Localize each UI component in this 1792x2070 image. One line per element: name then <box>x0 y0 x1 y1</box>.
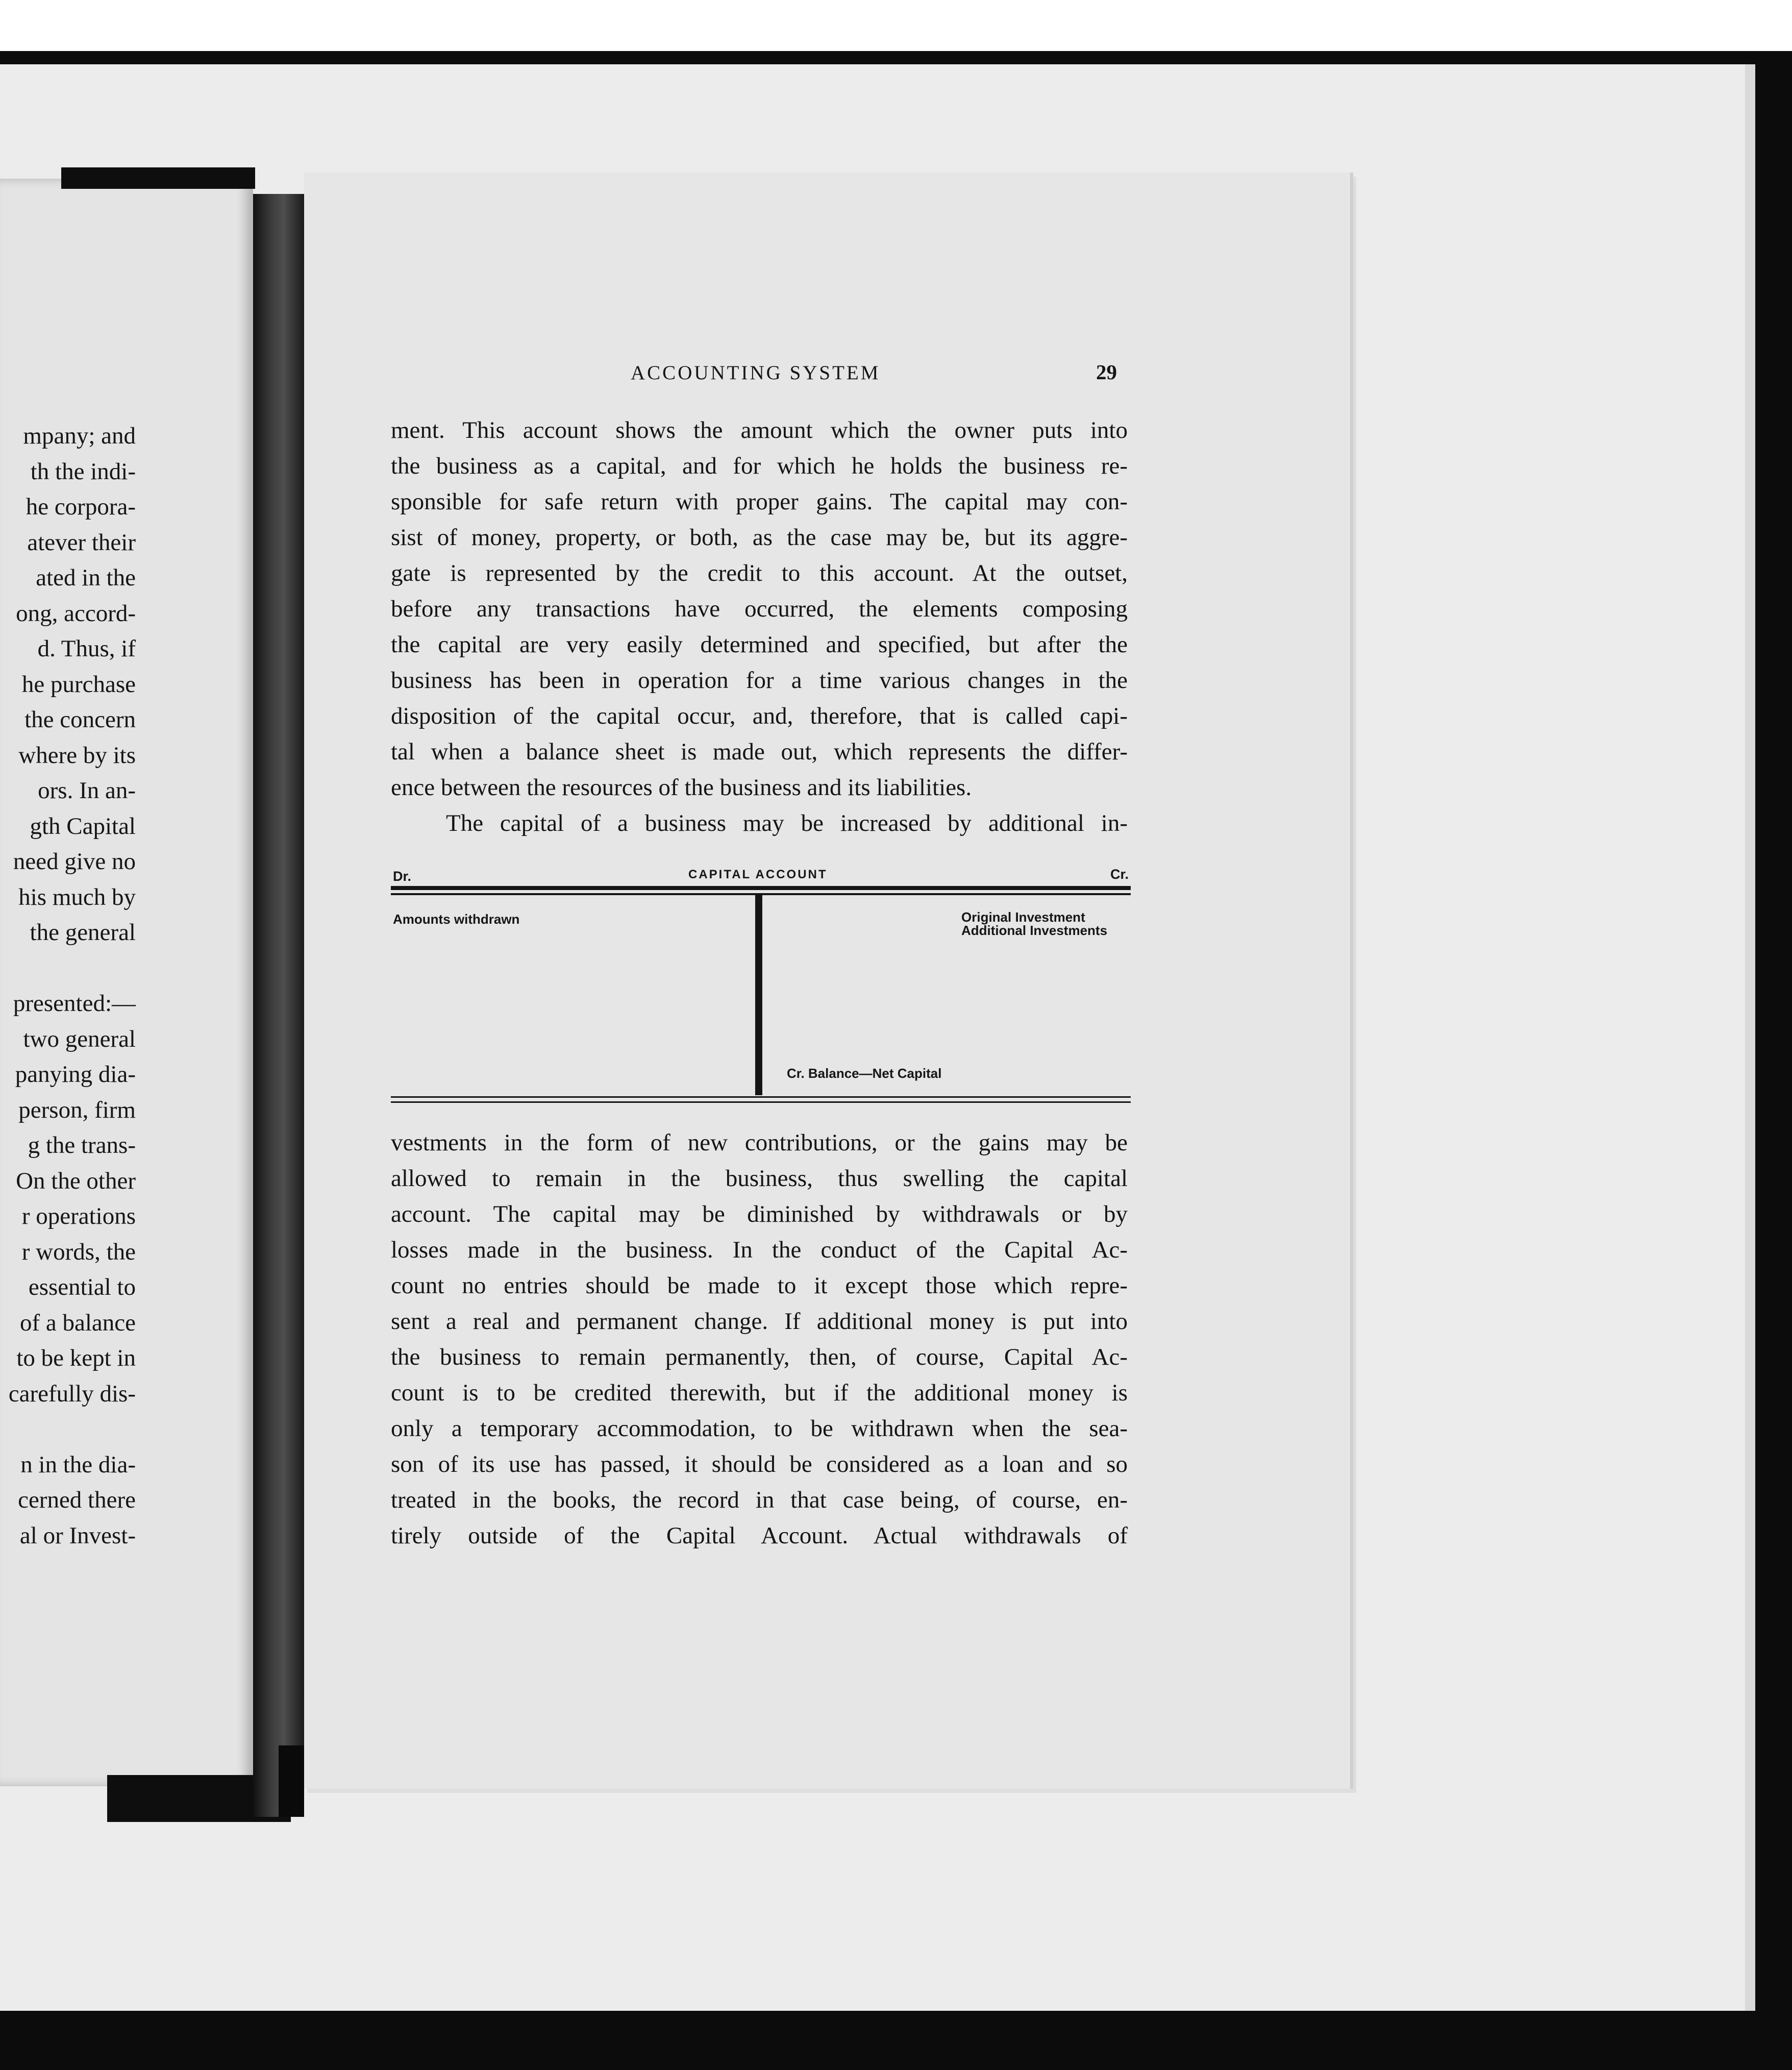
left-text-line: th the indi- <box>30 458 136 485</box>
text-line: ment. This account shows the amount which the owner puts into <box>391 417 1128 443</box>
t-account-top-rule <box>391 886 1131 890</box>
left-page-clip-top <box>61 167 255 189</box>
left-text-line: g the trans- <box>28 1132 136 1159</box>
left-text-line: r words, the <box>21 1238 136 1265</box>
t-account-center-rule <box>755 895 762 1095</box>
t-account-credit-entry: Additional Investments <box>961 923 1108 938</box>
text-line: sponsible for safe return with proper gains. The capital may con- <box>391 488 1128 515</box>
text-line: the business as a capital, and for which he holds the business re- <box>391 453 1128 479</box>
text-line: allowed to remain in the business, thus swelling the capital <box>391 1165 1128 1192</box>
text-line: account. The capital may be diminished by withdrawals or by <box>391 1201 1128 1227</box>
left-text-line: ong, accord- <box>16 600 136 627</box>
left-text-line: he corpora- <box>26 494 136 520</box>
t-account-title: CAPITAL ACCOUNT <box>688 868 828 881</box>
left-text-line: On the other <box>16 1167 136 1194</box>
running-head: ACCOUNTING SYSTEM <box>631 362 881 384</box>
scan-frame-bottom <box>0 2011 1792 2070</box>
text-line: count no entries should be made to it except those which repre- <box>391 1272 1128 1299</box>
spine-shadow <box>279 1745 304 1817</box>
left-text-line: two general <box>23 1025 136 1052</box>
text-line: the capital are very easily determined and specified, but after the <box>391 631 1128 658</box>
left-text-line: ors. In an- <box>38 777 136 804</box>
page-number: 29 <box>1096 360 1117 384</box>
paragraph-1 <box>391 412 1128 841</box>
left-text-line: mpany; and <box>23 423 136 449</box>
text-line: before any transactions have occurred, the elements composing <box>391 596 1128 622</box>
left-text-line: he purchase <box>21 671 136 698</box>
text-line: treated in the books, the record in that case being, of course, en- <box>391 1487 1128 1513</box>
left-text-line: d. Thus, if <box>37 635 136 662</box>
left-text-line: r operations <box>21 1203 136 1229</box>
text-line: sist of money, property, or both, as the case may be, but its aggre- <box>391 524 1128 551</box>
paragraph-2 <box>391 1125 1128 1554</box>
left-text-line: essential to <box>28 1274 136 1300</box>
scan-frame-right <box>1755 51 1792 2021</box>
left-text-line: carefully dis- <box>8 1380 136 1407</box>
t-account-bottom-rule <box>391 1096 1131 1098</box>
text-line: disposition of the capital occur, and, therefore, that is called capi- <box>391 703 1128 729</box>
left-text-line: gth Capital <box>30 812 136 840</box>
text-line: business has been in operation for a time various changes in the <box>391 667 1128 694</box>
scan-frame-top <box>0 51 1792 64</box>
left-text-line: atever their <box>27 529 136 556</box>
left-text-line: n in the dia- <box>20 1451 136 1478</box>
left-text-line: cerned there <box>18 1487 136 1513</box>
text-line: the business to remain permanently, then, of course, Capital Ac- <box>391 1344 1128 1370</box>
left-text-line: where by its <box>18 742 136 769</box>
text-line: ence between the resources of the business and its liabilities. <box>391 774 972 801</box>
left-text-line: of a balance <box>19 1309 136 1336</box>
text-line: The capital of a business may be increased by additional in- <box>446 810 1128 836</box>
text-line: count is to be credited therewith, but if the additional money is <box>391 1379 1128 1406</box>
t-account-debit-entry: Amounts withdrawn <box>393 911 520 927</box>
book-spine <box>253 194 304 1817</box>
left-text-line: person, firm <box>18 1096 136 1123</box>
text-line: losses made in the business. In the conduct of the Capital Ac- <box>391 1237 1128 1263</box>
t-account-bottom-rule-double <box>391 1101 1131 1103</box>
left-text-line: the concern <box>24 706 136 733</box>
t-account-credit-entry: Original Investment <box>961 909 1085 925</box>
t-account-balance-entry: Cr. Balance—Net Capital <box>787 1066 942 1081</box>
left-text-line: panying dia- <box>15 1061 136 1088</box>
left-text-line <box>0 1412 136 1447</box>
text-line: gate is represented by the credit to this account. At the outset, <box>391 560 1128 586</box>
left-text-line <box>0 951 136 987</box>
scan-frame-right-edge <box>1745 64 1755 2021</box>
text-line: sent a real and permanent change. If additional money is put into <box>391 1308 1128 1335</box>
left-text-line: al or Invest- <box>19 1522 136 1549</box>
left-text-line: presented:— <box>13 990 136 1017</box>
t-account-debit-heading: Dr. <box>393 869 412 884</box>
left-text-line: to be kept in <box>16 1345 136 1371</box>
left-text-line: need give no <box>13 848 136 875</box>
left-text-line: ated in the <box>36 564 136 591</box>
capital-account-t-diagram <box>391 861 1131 1106</box>
left-text-line: his much by <box>18 883 136 910</box>
left-text-line: the general <box>30 919 136 946</box>
text-line: son of its use has passed, it should be considered as a loan and so <box>391 1451 1128 1477</box>
text-line: tirely outside of the Capital Account. Actual withdrawals of <box>391 1522 1128 1549</box>
text-line: only a temporary accommodation, to be withdrawn when the sea- <box>391 1415 1128 1442</box>
text-line: tal when a balance sheet is made out, which represents the differ- <box>391 738 1128 765</box>
t-account-credit-heading: Cr. <box>1110 867 1129 882</box>
text-line: vestments in the form of new contributions, or the gains may be <box>391 1129 1128 1156</box>
left-page-text <box>0 418 136 1554</box>
